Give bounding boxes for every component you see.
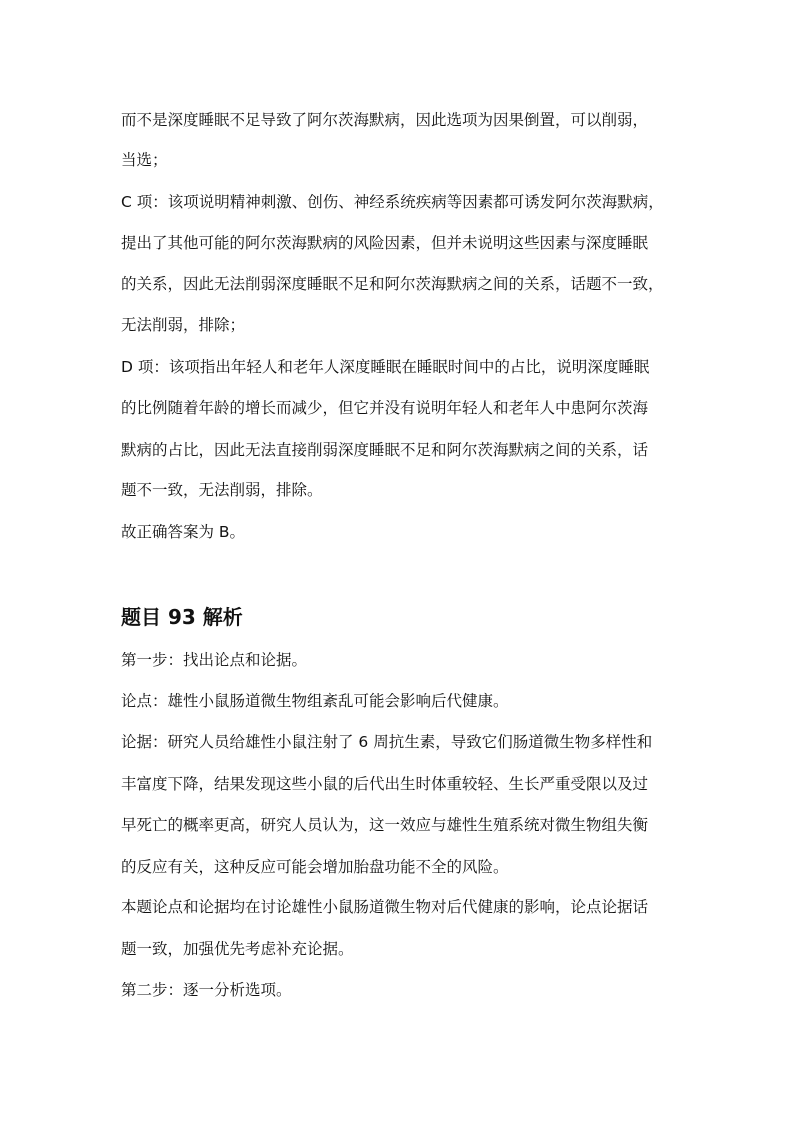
text-line: 的反应有关，这种反应可能会增加胎盘功能不全的风险。	[121, 858, 509, 876]
text-line: 题一致，加强优先考虑补充论据。	[121, 940, 354, 958]
text-line: 提出了其他可能的阿尔茨海默病的风险因素，但并未说明这些因素与深度睡眠	[121, 234, 649, 252]
step-one-line: 第一步：找出论点和论据。	[121, 651, 308, 669]
text-line: 无法削弱，排除；	[121, 316, 246, 334]
summary-line: 本题论点和论据均在讨论雄性小鼠肠道微生物对后代健康的影响，论点论据话	[121, 898, 649, 916]
option-d-line: D 项：该项指出年轻人和老年人深度睡眠在睡眠时间中的占比，说明深度睡眠	[121, 358, 650, 376]
text-line: 早死亡的概率更高，研究人员认为，这一效应与雄性生殖系统对微生物组失衡	[121, 816, 649, 834]
option-c-line: C 项：该项说明精神刺激、创伤、神经系统疾病等因素都可诱发阿尔茨海默病，	[121, 193, 664, 211]
text-line: 题不一致，无法削弱，排除。	[121, 481, 323, 499]
step-two-line: 第二步：逐一分析选项。	[121, 981, 292, 999]
text-line: 当选；	[121, 151, 168, 169]
text-line: 而不是深度睡眠不足导致了阿尔茨海默病，因此选项为因果倒置，可以削弱，	[121, 111, 649, 129]
text-line: 丰富度下降，结果发现这些小鼠的后代出生时体重较轻、生长严重受限以及过	[121, 775, 649, 793]
text-line: 的关系，因此无法削弱深度睡眠不足和阿尔茨海默病之间的关系，话题不一致，	[121, 275, 664, 293]
section-heading: 题目 93 解析	[121, 605, 243, 629]
evidence-line: 论据：研究人员给雄性小鼠注射了 6 周抗生素，导致它们肠道微生物多样性和	[121, 733, 653, 751]
text-line: 默病的占比，因此无法直接削弱深度睡眠不足和阿尔茨海默病之间的关系，话	[121, 441, 649, 459]
thesis-line: 论点：雄性小鼠肠道微生物组紊乱可能会影响后代健康。	[121, 692, 509, 710]
answer-line: 故正确答案为 B。	[121, 523, 246, 541]
text-line: 的比例随着年龄的增长而减少，但它并没有说明年轻人和老年人中患阿尔茨海	[121, 399, 649, 417]
